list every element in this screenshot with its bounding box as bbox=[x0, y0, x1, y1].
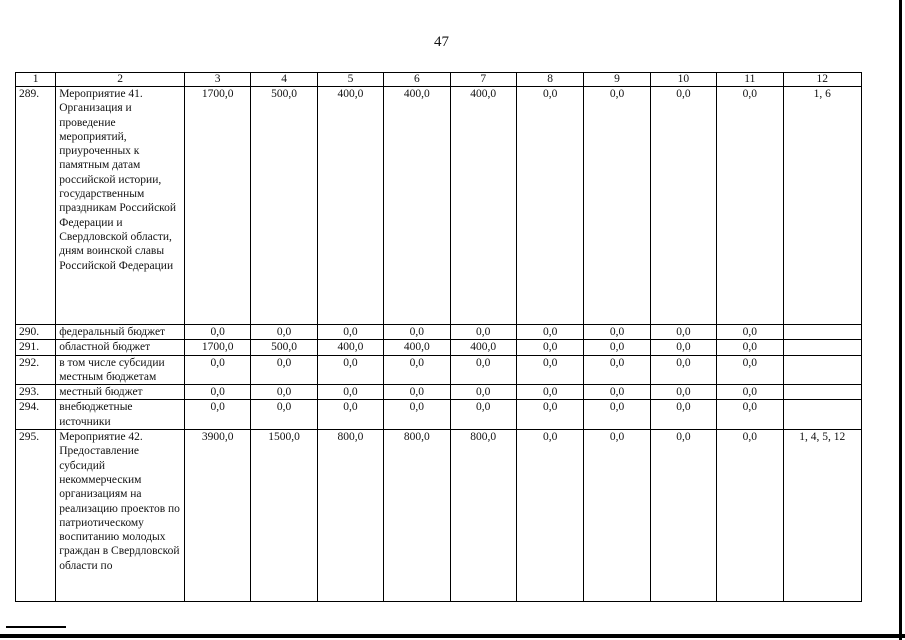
value-cell-col-5: 400,0 bbox=[317, 87, 383, 325]
value-cell-col-5: 400,0 bbox=[317, 340, 383, 355]
value-cell-col-11: 0,0 bbox=[717, 340, 783, 355]
value-cell-col-11: 0,0 bbox=[717, 325, 783, 340]
table-row bbox=[16, 325, 862, 340]
value-cell-col-8: 0,0 bbox=[516, 355, 583, 385]
value-cell-col-11: 0,0 bbox=[717, 400, 783, 430]
column-header-10: 10 bbox=[650, 73, 716, 87]
table-row bbox=[16, 355, 862, 385]
value-cell-col-3: 0,0 bbox=[184, 325, 250, 340]
value-cell-col-6: 0,0 bbox=[384, 400, 450, 430]
scan-frame-bottom-edge bbox=[0, 634, 905, 638]
value-cell-col-7: 400,0 bbox=[450, 340, 516, 355]
value-cell-col-10: 0,0 bbox=[650, 355, 716, 385]
column-header-2: 2 bbox=[56, 73, 185, 87]
value-cell-col-10: 0,0 bbox=[650, 325, 716, 340]
column-header-1: 1 bbox=[16, 73, 56, 87]
row-name-cell: Мероприятие 42. Предоставление субсидий некоммерческим организациям на реализацию проектов по патриотическому воспитанию молодых граждан в Свердловской области по bbox=[56, 430, 185, 602]
value-cell-col-8: 0,0 bbox=[516, 87, 583, 325]
column-header-3: 3 bbox=[184, 73, 250, 87]
financing-table-container bbox=[15, 72, 862, 602]
row-number-cell: 293. bbox=[16, 385, 56, 400]
value-cell-col-5: 0,0 bbox=[317, 325, 383, 340]
table-row bbox=[16, 340, 862, 355]
value-cell-col-9: 0,0 bbox=[584, 385, 650, 400]
value-cell-col-5: 800,0 bbox=[317, 430, 383, 602]
row-name-cell: федеральный бюджет bbox=[56, 325, 185, 340]
financing-table bbox=[15, 72, 862, 602]
row-name-cell: местный бюджет bbox=[56, 385, 185, 400]
value-cell-col-5: 0,0 bbox=[317, 385, 383, 400]
value-cell-col-4: 1500,0 bbox=[251, 430, 317, 602]
value-cell-col-10: 0,0 bbox=[650, 87, 716, 325]
value-cell-col-4: 0,0 bbox=[251, 325, 317, 340]
value-cell-col-8: 0,0 bbox=[516, 340, 583, 355]
column-header-7: 7 bbox=[450, 73, 516, 87]
value-cell-col-7: 800,0 bbox=[450, 430, 516, 602]
value-cell-col-3: 0,0 bbox=[184, 385, 250, 400]
value-cell-col-4: 500,0 bbox=[251, 87, 317, 325]
value-cell-col-8: 0,0 bbox=[516, 385, 583, 400]
column-header-12: 12 bbox=[783, 73, 862, 87]
value-cell-col-11: 0,0 bbox=[717, 355, 783, 385]
value-cell-col-8: 0,0 bbox=[516, 430, 583, 602]
row-name-cell: Мероприятие 41. Организация и проведение мероприятий, приуроченных к памятным датам российской истории, государственным праздникам Российской Федерации и Свердловской области, дням воинской славы Российской Федерации bbox=[56, 87, 185, 325]
value-cell-col-3: 0,0 bbox=[184, 400, 250, 430]
row-name-cell: в том числе субсидии местным бюджетам bbox=[56, 355, 185, 385]
value-cell-col-4: 500,0 bbox=[251, 340, 317, 355]
value-cell-col-9: 0,0 bbox=[584, 400, 650, 430]
value-cell-col-3: 1700,0 bbox=[184, 340, 250, 355]
page-number: 47 bbox=[434, 34, 449, 50]
value-cell-col-10: 0,0 bbox=[650, 385, 716, 400]
row-number-cell: 289. bbox=[16, 87, 56, 325]
reference-cell bbox=[783, 325, 862, 340]
value-cell-col-7: 0,0 bbox=[450, 385, 516, 400]
value-cell-col-3: 0,0 bbox=[184, 355, 250, 385]
value-cell-col-3: 1700,0 bbox=[184, 87, 250, 325]
value-cell-col-6: 0,0 bbox=[384, 385, 450, 400]
value-cell-col-5: 0,0 bbox=[317, 400, 383, 430]
value-cell-col-10: 0,0 bbox=[650, 430, 716, 602]
value-cell-col-10: 0,0 bbox=[650, 400, 716, 430]
column-number-row bbox=[16, 73, 862, 87]
value-cell-col-4: 0,0 bbox=[251, 400, 317, 430]
value-cell-col-7: 0,0 bbox=[450, 400, 516, 430]
scan-frame-mark bbox=[6, 626, 66, 628]
value-cell-col-7: 400,0 bbox=[450, 87, 516, 325]
column-header-11: 11 bbox=[717, 73, 783, 87]
value-cell-col-7: 0,0 bbox=[450, 355, 516, 385]
value-cell-col-6: 0,0 bbox=[384, 355, 450, 385]
row-number-cell: 292. bbox=[16, 355, 56, 385]
value-cell-col-6: 400,0 bbox=[384, 87, 450, 325]
value-cell-col-9: 0,0 bbox=[584, 325, 650, 340]
table-row bbox=[16, 87, 862, 325]
scan-frame-right-edge bbox=[899, 0, 902, 640]
value-cell-col-4: 0,0 bbox=[251, 355, 317, 385]
reference-cell bbox=[783, 385, 862, 400]
column-header-8: 8 bbox=[516, 73, 583, 87]
value-cell-col-6: 0,0 bbox=[384, 325, 450, 340]
reference-cell bbox=[783, 340, 862, 355]
row-number-cell: 290. bbox=[16, 325, 56, 340]
column-header-6: 6 bbox=[384, 73, 450, 87]
value-cell-col-9: 0,0 bbox=[584, 340, 650, 355]
row-name-cell: внебюджетные источники bbox=[56, 400, 185, 430]
column-header-4: 4 bbox=[251, 73, 317, 87]
value-cell-col-11: 0,0 bbox=[717, 385, 783, 400]
reference-cell: 1, 6 bbox=[783, 87, 862, 325]
row-number-cell: 294. bbox=[16, 400, 56, 430]
value-cell-col-9: 0,0 bbox=[584, 87, 650, 325]
row-number-cell: 291. bbox=[16, 340, 56, 355]
value-cell-col-6: 800,0 bbox=[384, 430, 450, 602]
table-body bbox=[16, 87, 862, 602]
value-cell-col-9: 0,0 bbox=[584, 430, 650, 602]
value-cell-col-4: 0,0 bbox=[251, 385, 317, 400]
value-cell-col-5: 0,0 bbox=[317, 355, 383, 385]
reference-cell bbox=[783, 355, 862, 385]
value-cell-col-7: 0,0 bbox=[450, 325, 516, 340]
value-cell-col-8: 0,0 bbox=[516, 325, 583, 340]
row-number-cell: 295. bbox=[16, 430, 56, 602]
value-cell-col-3: 3900,0 bbox=[184, 430, 250, 602]
column-header-5: 5 bbox=[317, 73, 383, 87]
row-name-cell: областной бюджет bbox=[56, 340, 185, 355]
value-cell-col-11: 0,0 bbox=[717, 87, 783, 325]
value-cell-col-6: 400,0 bbox=[384, 340, 450, 355]
reference-cell: 1, 4, 5, 12 bbox=[783, 430, 862, 602]
table-row bbox=[16, 385, 862, 400]
value-cell-col-8: 0,0 bbox=[516, 400, 583, 430]
column-header-9: 9 bbox=[584, 73, 650, 87]
reference-cell bbox=[783, 400, 862, 430]
value-cell-col-10: 0,0 bbox=[650, 340, 716, 355]
table-row bbox=[16, 400, 862, 430]
value-cell-col-9: 0,0 bbox=[584, 355, 650, 385]
table-row bbox=[16, 430, 862, 602]
value-cell-col-11: 0,0 bbox=[717, 430, 783, 602]
